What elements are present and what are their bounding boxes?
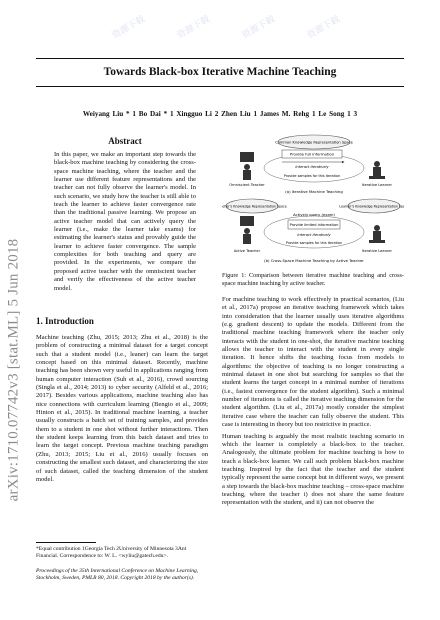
abstract-body: In this paper, we make an important step towards the black-box machine teaching by considering the cross-space machine teaching, where the teacher and the learner use different feature representations and the teacher can not fully observe the learner's model. In such scenario, we study how the teacher is still able to teach the learner to achieve faster convergence rate than the traditional passive learning. We propose an active teacher model that can actively query the learner (i.e., make the learner take exams) for estimating the learner's status and provably guide the learner to achieve faster convergence. The sample complexities for both teaching and query are provided. In the experiments, we compare the proposed active teacher with the omniscient teacher and verify the effectiveness of the active teacher model. — [54, 151, 196, 292]
active-teacher-icon — [240, 216, 254, 244]
teacher-icon — [240, 152, 254, 180]
interact-label-b: Interact iteratively — [297, 233, 331, 237]
active-teacher-label: Active Teacher — [233, 249, 261, 253]
watermark-text: 资源下载 — [110, 14, 147, 42]
arxiv-sidebar — [4, 190, 24, 550]
samples-label: Provide samples for this iteration — [283, 174, 341, 178]
abstract-heading: Abstract — [108, 136, 142, 146]
author-list: Weiyang Liu * 1 Bo Dai * 1 Xingguo Li 2 Zhen Liu 1 James M. Rehg 1 Le Song 1 3 — [82, 110, 358, 118]
full-info-label: Provide full information — [289, 151, 335, 157]
figure-1 — [222, 132, 404, 270]
arxiv-identifier: arXiv:1710.07742v3 [stat.ML] 5 Jun 2018 — [5, 238, 22, 502]
teacher-label: Omniscient Teacher — [229, 183, 265, 187]
title-rule-bottom — [36, 86, 404, 87]
watermark-text: 资源下载 — [305, 14, 342, 42]
iterative-learner-icon — [369, 225, 385, 243]
paper-title: Towards Black-box Iterative Machine Teaching — [103, 66, 337, 78]
watermark-text: 资源下载 — [175, 14, 212, 42]
learner-space-label: Learner's Knowledge Representation Space — [339, 204, 404, 209]
teacher-space-label: Teacher's Knowledge Representation Space — [222, 204, 287, 209]
title-rule-top — [36, 58, 404, 59]
query-label: Actively query (exam) — [293, 212, 335, 217]
samples-label-b: Provide samples for this iteration — [285, 241, 343, 245]
proceedings-note: Proceedings of the 35th International Conference on Machine Learning, Stockholm, Sweden, PMLR 80, 2018. Copyright 2018 by the author(s). — [36, 568, 199, 581]
subfigure-b-label: (b) Cross-Space Machine Teaching by Active Teacher — [264, 258, 364, 263]
footnote: *Equal contribution 1Georgia Tech 2University of Minnesota 3Ant Financial. Correspondence to: W. L. <wyliu@gatech.edu>. — [36, 546, 187, 559]
introduction-body: Machine teaching (Zhu, 2015; 2013; Zhu et al., 2018) is the problem of constructing a minimal dataset for a target concept such that a student model (i.e., leaner) can learn the target concept based on this minimal dataset. Recently, machine teaching has been shown very useful in applications ranging from human computer interaction (Suh et al., 2016), crowd sourcing (Singla et al., 2014; 2013) to cyber security (Alfeld et al., 2016; 2017). Besides various applications, machine teaching also has nice connections with curriculum learning (Bengio et al., 2009; Hinton et al., 2015). In traditional machine learning, a teacher usually constructs a batch set of training samples, and provides them to a student in one shot without further interactions. Then the student keeps learning from this batch dataset and tries to learn the target concept. Previous machine teaching paradigm (Zhu, 2013; 2015; Liu et al., 2016) usually focuses on constructing the smallest such dataset, and characterizing the size of such dataset, called the teaching dimension of the student model. — [36, 334, 208, 483]
right-column-body — [222, 296, 404, 511]
iterative-learner-label: Iterative Learner — [362, 249, 392, 253]
paragraph: Human teaching is arguably the most realistic teaching scenario in which the learner is completely a black-box to the teacher. Analogously, the ultimate problem for machine teaching is how to teach a black-box learner. We call such problem black-box machine teaching. Inspired by the fact that the teacher and the student typically represent the same concept but in different ways, we present a step towards the black-box machine teaching – cross-space machine teaching, where the teacher i) does not share the same feature representation with the student, and ii) can not observe the — [222, 432, 404, 507]
watermark-text: 资源下载 — [240, 14, 277, 42]
knowledge-space-label: Common Knowledge Representation Space — [275, 140, 353, 145]
footnote-rule — [36, 542, 96, 543]
figure-1-diagram — [222, 132, 404, 270]
learner-label: Iterative Learner — [362, 183, 392, 187]
learner-icon — [369, 161, 385, 179]
subfigure-a-label: (a) Iterative Machine Teaching — [285, 189, 343, 194]
limited-info-label: Provide limited information — [289, 223, 339, 227]
figure-1-caption: Figure 1: Comparison between iterative machine teaching and cross-space machine teaching by active teacher. — [222, 272, 404, 287]
interact-label: Interact iteratively — [295, 165, 329, 169]
section-heading-introduction: 1. Introduction — [36, 316, 94, 326]
paragraph: For machine teaching to work effectively in practical scenarios, (Liu et al., 2017a) propose an iterative teaching framework which takes into consideration that the learner usually uses iterative algorithms (e.g. gradient descent) to update the models. Different from the traditional machine teaching framework where the teacher only interacts with the student in one-shot, the iterative machine teaching allows the teacher to interact with the student in every single iteration. It hence shifts the teaching focus from models to algorithms: the objective of teaching is no longer constructing a minimal dataset in one shot but searching for samples so that the student learns the target concept in a minimal number of iterations (i.e., fastest convergence for the student algorithm). Such a minimal number of iterations is called the iterative teaching dimension for the student algorithm. (Liu et al., 2017a) mostly consider the simplest iterative case where the teacher can fully observe the student. This case is interesting in theory but too restrictive in practice. — [222, 296, 404, 429]
